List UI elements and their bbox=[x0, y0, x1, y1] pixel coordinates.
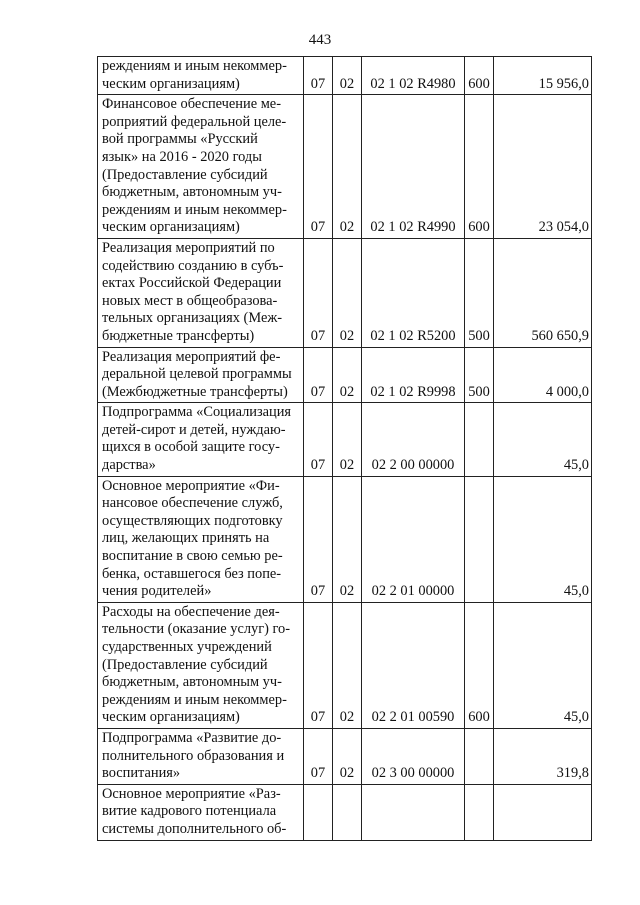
row-name-line: новых мест в общеобразова- bbox=[102, 292, 278, 309]
expense-type-cell bbox=[465, 347, 494, 403]
expense-type-value: 500 bbox=[468, 327, 490, 344]
row-name-line: бюджетные трансферты) bbox=[102, 327, 255, 344]
target-article-value: 02 3 00 00000 bbox=[371, 765, 455, 782]
amount-value: 23 054,0 bbox=[538, 219, 589, 236]
row-name-line: Финансовое обеспечение ме- bbox=[102, 96, 281, 113]
row-name-line: лиц, желающих принять на bbox=[102, 530, 270, 547]
row-name-cell bbox=[98, 57, 304, 95]
expense-type-cell bbox=[465, 95, 494, 239]
table-body bbox=[98, 57, 592, 841]
section-code-cell bbox=[304, 238, 333, 347]
expense-type-cell bbox=[465, 784, 494, 840]
subsection-code-cell bbox=[333, 476, 362, 602]
subsection-code-value: 02 bbox=[339, 709, 355, 726]
expense-type-cell bbox=[465, 728, 494, 784]
subsection-code-cell bbox=[333, 347, 362, 403]
table-row bbox=[98, 57, 592, 95]
section-code-value: 07 bbox=[310, 765, 326, 782]
target-article-cell bbox=[362, 347, 465, 403]
target-article-cell bbox=[362, 238, 465, 347]
row-name-line: витие кадрового потенциала bbox=[102, 803, 277, 820]
row-name-line: (Предоставление субсидий bbox=[102, 166, 268, 183]
section-code-value: 07 bbox=[310, 583, 326, 600]
section-code-cell bbox=[304, 95, 333, 239]
section-code-cell bbox=[304, 728, 333, 784]
table-row bbox=[98, 602, 592, 728]
table-row bbox=[98, 347, 592, 403]
section-code-cell bbox=[304, 347, 333, 403]
section-code-value: 07 bbox=[310, 219, 326, 236]
subsection-code-value: 02 bbox=[339, 583, 355, 600]
expense-type-cell bbox=[465, 57, 494, 95]
target-article-cell bbox=[362, 95, 465, 239]
row-name-line: воспитания» bbox=[102, 765, 181, 782]
amount-value bbox=[497, 839, 589, 840]
row-name-line: ческим организациям) bbox=[102, 75, 240, 92]
target-article-cell bbox=[362, 728, 465, 784]
amount-cell bbox=[494, 728, 592, 784]
row-name-line: (Предоставление субсидий bbox=[102, 656, 268, 673]
row-name-line: дарства» bbox=[102, 457, 156, 474]
table-row bbox=[98, 784, 592, 840]
row-name-line: (Межбюджетные трансферты) bbox=[102, 383, 288, 400]
section-code-cell bbox=[304, 57, 333, 95]
row-name-line: щихся в особой защите госу- bbox=[102, 439, 280, 456]
target-article-value: 02 2 01 00590 bbox=[371, 709, 455, 726]
target-article-value: 02 1 02 R5200 bbox=[370, 327, 456, 344]
section-code-value: 07 bbox=[310, 709, 326, 726]
subsection-code-cell bbox=[333, 57, 362, 95]
section-code-cell bbox=[304, 476, 333, 602]
expense-type-cell bbox=[465, 476, 494, 602]
row-name-line: Подпрограмма «Социализация bbox=[102, 404, 292, 421]
row-name-cell bbox=[98, 347, 304, 403]
section-code-value: 07 bbox=[310, 327, 326, 344]
subsection-code-value: 02 bbox=[339, 457, 355, 474]
row-name-cell bbox=[98, 95, 304, 239]
row-name-line: содействию созданию в субъ- bbox=[102, 257, 284, 274]
amount-value: 45,0 bbox=[563, 583, 589, 600]
row-name-cell bbox=[98, 728, 304, 784]
expense-type-value: 600 bbox=[468, 709, 490, 726]
subsection-code-value bbox=[335, 839, 359, 840]
row-name-line: Подпрограмма «Развитие до- bbox=[102, 729, 282, 746]
section-code-value: 07 bbox=[310, 383, 326, 400]
row-name-line: роприятий федеральной целе- bbox=[102, 113, 287, 130]
amount-value: 45,0 bbox=[563, 709, 589, 726]
amount-cell bbox=[494, 95, 592, 239]
row-name-line: Реализация мероприятий фе- bbox=[102, 348, 281, 365]
row-name-line: Реализация мероприятий по bbox=[102, 239, 275, 256]
expense-type-value: 600 bbox=[468, 219, 490, 236]
amount-cell bbox=[494, 602, 592, 728]
target-article-cell bbox=[362, 476, 465, 602]
subsection-code-cell bbox=[333, 238, 362, 347]
subsection-code-cell bbox=[333, 403, 362, 476]
target-article-value: 02 2 01 00000 bbox=[371, 583, 455, 600]
row-name-line: бюджетным, автономным уч- bbox=[102, 184, 282, 201]
row-name-line: Основное мероприятие «Раз- bbox=[102, 785, 281, 802]
expense-type-value: 500 bbox=[468, 383, 490, 400]
row-name-line: полнительного образования и bbox=[102, 747, 285, 764]
row-name-cell bbox=[98, 403, 304, 476]
amount-value: 45,0 bbox=[563, 457, 589, 474]
subsection-code-value: 02 bbox=[339, 327, 355, 344]
row-name-line: язык» на 2016 - 2020 годы bbox=[102, 148, 262, 165]
row-name-line: бюджетным, автономным уч- bbox=[102, 674, 282, 691]
target-article-cell bbox=[362, 403, 465, 476]
row-name-line: Расходы на обеспечение дея- bbox=[102, 603, 280, 620]
target-article-cell bbox=[362, 602, 465, 728]
target-article-value: 02 1 02 R4990 bbox=[370, 219, 456, 236]
amount-cell bbox=[494, 238, 592, 347]
amount-cell bbox=[494, 784, 592, 840]
row-name-line: детей-сирот и детей, нуждаю- bbox=[102, 421, 286, 438]
amount-cell bbox=[494, 403, 592, 476]
table-row bbox=[98, 476, 592, 602]
section-code-value: 07 bbox=[310, 75, 326, 92]
row-name-cell bbox=[98, 476, 304, 602]
row-name-cell bbox=[98, 238, 304, 347]
page-number: 443 bbox=[308, 32, 332, 48]
table-row bbox=[98, 728, 592, 784]
target-article-cell bbox=[362, 784, 465, 840]
subsection-code-cell bbox=[333, 602, 362, 728]
target-article-cell bbox=[362, 57, 465, 95]
amount-value: 4 000,0 bbox=[545, 383, 589, 400]
row-name-cell bbox=[98, 602, 304, 728]
row-name-cell bbox=[98, 784, 304, 840]
subsection-code-cell bbox=[333, 95, 362, 239]
row-name-line: тельных организациях (Меж- bbox=[102, 310, 283, 327]
row-name-line: вой программы «Русский bbox=[102, 131, 258, 148]
row-name-line: деральной целевой программы bbox=[102, 366, 292, 383]
subsection-code-cell bbox=[333, 784, 362, 840]
section-code-cell bbox=[304, 403, 333, 476]
row-name-line: системы дополнительного об- bbox=[102, 820, 287, 837]
expense-type-value: 600 bbox=[468, 75, 490, 92]
row-name-line: реждениям и иным некоммер- bbox=[102, 201, 287, 218]
subsection-code-cell bbox=[333, 728, 362, 784]
amount-cell bbox=[494, 476, 592, 602]
expense-type-cell bbox=[465, 403, 494, 476]
table-row bbox=[98, 403, 592, 476]
subsection-code-value: 02 bbox=[339, 765, 355, 782]
amount-value: 319,8 bbox=[556, 765, 589, 782]
row-name-line: ектах Российской Федерации bbox=[102, 275, 282, 292]
section-code-cell bbox=[304, 784, 333, 840]
subsection-code-value: 02 bbox=[339, 75, 355, 92]
table-row bbox=[98, 238, 592, 347]
row-name-line: нансовое обеспечение служб, bbox=[102, 495, 283, 512]
row-name-line: воспитание в свою семью ре- bbox=[102, 548, 283, 565]
amount-cell bbox=[494, 347, 592, 403]
target-article-value bbox=[364, 839, 462, 840]
row-name-line: ческим организациям) bbox=[102, 219, 240, 236]
row-name-line: сударственных учреждений bbox=[102, 639, 272, 655]
expense-type-cell bbox=[465, 602, 494, 728]
amount-value: 560 650,9 bbox=[531, 327, 589, 344]
row-name-line: ческим организациям) bbox=[102, 709, 240, 726]
table-row bbox=[98, 95, 592, 239]
row-name-line: бенка, оставшегося без попе- bbox=[102, 565, 282, 582]
subsection-code-value: 02 bbox=[339, 219, 355, 236]
row-name-line: Основное мероприятие «Фи- bbox=[102, 477, 280, 494]
row-name-line: тельности (оказание услуг) го- bbox=[102, 621, 291, 638]
row-name-line: реждениям и иным некоммер- bbox=[102, 58, 287, 74]
section-code-value bbox=[306, 839, 330, 840]
row-name-line: осуществляющих подготовку bbox=[102, 512, 283, 529]
section-code-value: 07 bbox=[310, 457, 326, 474]
budget-table bbox=[97, 56, 592, 841]
target-article-value: 02 2 00 00000 bbox=[371, 457, 455, 474]
subsection-code-value: 02 bbox=[339, 383, 355, 400]
row-name-line: чения родителей» bbox=[102, 583, 212, 600]
expense-type-value bbox=[467, 839, 491, 840]
target-article-value: 02 1 02 R4980 bbox=[370, 75, 456, 92]
expense-type-cell bbox=[465, 238, 494, 347]
target-article-value: 02 1 02 R9998 bbox=[370, 383, 456, 400]
amount-value: 15 956,0 bbox=[538, 75, 589, 92]
row-name-line: реждениям и иным некоммер- bbox=[102, 691, 287, 708]
amount-cell bbox=[494, 57, 592, 95]
section-code-cell bbox=[304, 602, 333, 728]
